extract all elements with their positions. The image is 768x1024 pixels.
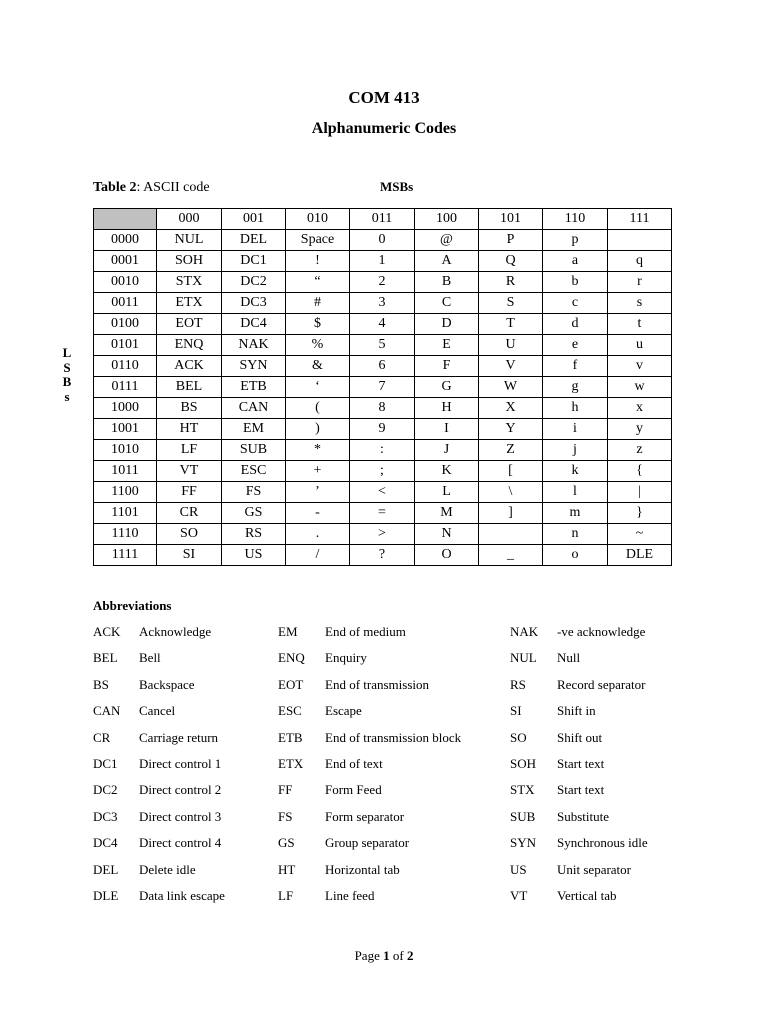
- abbreviation-code: DC2: [93, 782, 118, 798]
- lsb-row-header: 0101: [94, 335, 157, 356]
- ascii-cell: \: [479, 482, 543, 503]
- abbreviation-code: SO: [510, 729, 527, 745]
- abbreviation-meaning: Escape: [325, 703, 362, 719]
- abbreviation-entry: [510, 754, 648, 780]
- abbreviation-meaning: Bell: [139, 650, 161, 666]
- ascii-cell: ETB: [222, 377, 286, 398]
- lsb-row-header: 0110: [94, 356, 157, 377]
- lsb-row-header: 1010: [94, 440, 157, 461]
- ascii-cell: 0: [350, 230, 415, 251]
- ascii-cell: =: [350, 503, 415, 524]
- lsb-row-header: 0010: [94, 272, 157, 293]
- table-caption-text: : ASCII code: [136, 180, 210, 195]
- ascii-cell: LF: [157, 440, 222, 461]
- abbreviation-code: GS: [278, 835, 295, 851]
- abbreviation-meaning: Form separator: [325, 808, 405, 824]
- abbreviation-meaning: Start text: [557, 755, 605, 771]
- abbreviation-code: BEL: [93, 650, 118, 666]
- ascii-cell: -: [286, 503, 350, 524]
- ascii-cell: X: [479, 398, 543, 419]
- ascii-cell: DLE: [608, 545, 672, 566]
- ascii-cell: K: [415, 461, 479, 482]
- ascii-cell: 2: [350, 272, 415, 293]
- abbreviation-entry: [278, 780, 461, 806]
- abbreviation-meaning: Shift out: [557, 729, 603, 745]
- page-subtitle: Alphanumeric Codes: [311, 120, 457, 137]
- ascii-cell: DC4: [222, 314, 286, 335]
- abbreviation-code: FF: [278, 782, 293, 798]
- ascii-cell: SUB: [222, 440, 286, 461]
- ascii-cell: |: [608, 482, 672, 503]
- abbreviation-entry: [93, 807, 225, 833]
- ascii-cell: ~: [608, 524, 672, 545]
- table-row: [94, 335, 672, 356]
- abbreviation-code: SI: [510, 703, 522, 719]
- lsb-row-header: 1000: [94, 398, 157, 419]
- ascii-cell: 6: [350, 356, 415, 377]
- ascii-cell: Y: [479, 419, 543, 440]
- ascii-cell: C: [415, 293, 479, 314]
- ascii-cell: S: [479, 293, 543, 314]
- ascii-cell: DC3: [222, 293, 286, 314]
- ascii-cell: A: [415, 251, 479, 272]
- lsb-row-header: 0000: [94, 230, 157, 251]
- abbreviation-entry: [93, 648, 225, 674]
- abbreviation-meaning: Group separator: [325, 835, 410, 851]
- lsbs-letter: S: [63, 359, 71, 375]
- abbreviation-entry: [93, 833, 225, 859]
- abbreviation-entry: [510, 622, 648, 648]
- ascii-cell: !: [286, 251, 350, 272]
- lsb-row-header: 0100: [94, 314, 157, 335]
- abbreviation-entry: [278, 886, 461, 912]
- ascii-cell: [: [479, 461, 543, 482]
- ascii-cell: g: [543, 377, 608, 398]
- lsb-row-header: 1001: [94, 419, 157, 440]
- lsbs-letter: L: [62, 345, 72, 360]
- msb-column-header: 111: [608, 209, 672, 230]
- abbreviation-meaning: Cancel: [139, 703, 176, 719]
- table-row: [94, 251, 672, 272]
- abbreviation-entry: [278, 622, 461, 648]
- abbreviation-meaning: Unit separator: [557, 861, 632, 877]
- abbreviation-entry: [93, 780, 225, 806]
- ascii-cell: US: [222, 545, 286, 566]
- ascii-cell: FF: [157, 482, 222, 503]
- lsbs-axis-label: [60, 346, 74, 404]
- ascii-cell: ENQ: [157, 335, 222, 356]
- abbreviation-meaning: End of medium: [325, 624, 406, 639]
- abbreviation-code: DLE: [93, 887, 119, 903]
- abbreviation-code: DC4: [93, 835, 118, 851]
- abbreviation-meaning: Backspace: [139, 676, 195, 692]
- ascii-cell: VT: [157, 461, 222, 482]
- abbreviation-meaning: Delete idle: [139, 861, 196, 877]
- ascii-cell: SO: [157, 524, 222, 545]
- ascii-cell: x: [608, 398, 672, 419]
- table-row: [94, 545, 672, 566]
- ascii-cell: z: [608, 440, 672, 461]
- lsb-row-header: 1011: [94, 461, 157, 482]
- ascii-cell: n: [543, 524, 608, 545]
- ascii-cell: l: [543, 482, 608, 503]
- ascii-cell: P: [479, 230, 543, 251]
- ascii-cell: U: [479, 335, 543, 356]
- abbreviation-code: EM: [278, 624, 298, 639]
- ascii-cell: *: [286, 440, 350, 461]
- table-row: [94, 461, 672, 482]
- abbreviation-meaning: Direct control 4: [139, 835, 222, 851]
- abbreviation-code: FS: [278, 808, 293, 824]
- ascii-cell: 5: [350, 335, 415, 356]
- ascii-cell: 1: [350, 251, 415, 272]
- ascii-cell: Z: [479, 440, 543, 461]
- ascii-cell: y: [608, 419, 672, 440]
- ascii-cell: o: [543, 545, 608, 566]
- ascii-cell: T: [479, 314, 543, 335]
- ascii-cell: G: [415, 377, 479, 398]
- abbreviation-meaning: Form Feed: [325, 782, 382, 798]
- abbreviation-meaning: Start text: [557, 782, 605, 798]
- abbreviation-entry: [510, 780, 648, 806]
- ascii-cell: }: [608, 503, 672, 524]
- abbreviation-meaning: -ve acknowledge: [557, 624, 646, 639]
- ascii-cell: RS: [222, 524, 286, 545]
- abbreviation-meaning: Carriage return: [139, 729, 219, 745]
- abbreviation-meaning: Substitute: [557, 808, 610, 824]
- lsb-row-header: 1100: [94, 482, 157, 503]
- abbreviation-entry: [278, 807, 461, 833]
- table-row: [94, 524, 672, 545]
- table-corner-cell: [94, 209, 157, 230]
- abbreviation-code: US: [510, 861, 527, 877]
- abbreviation-meaning: End of transmission block: [325, 729, 462, 745]
- table-row: [94, 272, 672, 293]
- ascii-cell: FS: [222, 482, 286, 503]
- ascii-cell: w: [608, 377, 672, 398]
- ascii-cell: E: [415, 335, 479, 356]
- ascii-cell: a: [543, 251, 608, 272]
- abbreviation-meaning: Enquiry: [325, 650, 367, 666]
- abbreviations-column-3: [510, 622, 648, 912]
- abbreviation-code: ETX: [278, 755, 304, 771]
- ascii-cell: EM: [222, 419, 286, 440]
- lsb-row-header: 0011: [94, 293, 157, 314]
- ascii-cell: V: [479, 356, 543, 377]
- abbreviation-entry: [93, 701, 225, 727]
- ascii-cell: CAN: [222, 398, 286, 419]
- footer-page-number: 1: [383, 948, 390, 963]
- abbreviation-entry: [510, 675, 648, 701]
- abbreviation-meaning: End of text: [325, 755, 383, 771]
- abbreviation-code: CR: [93, 729, 111, 745]
- table-row: [94, 482, 672, 503]
- abbreviation-meaning: Shift in: [557, 703, 596, 719]
- abbreviations-column-1: [93, 622, 225, 912]
- msb-column-header: 101: [479, 209, 543, 230]
- abbreviation-code: ENQ: [278, 650, 305, 666]
- abbreviation-entry: [510, 833, 648, 859]
- abbreviation-entry: [93, 728, 225, 754]
- table-header-row: [94, 209, 672, 230]
- abbreviation-entry: [278, 701, 461, 727]
- table-caption: [93, 180, 210, 196]
- abbreviation-entry: [278, 754, 461, 780]
- abbreviation-entry: [510, 860, 648, 886]
- ascii-cell: u: [608, 335, 672, 356]
- ascii-cell: c: [543, 293, 608, 314]
- ascii-cell: @: [415, 230, 479, 251]
- abbreviation-entry: [278, 728, 461, 754]
- ascii-cell: F: [415, 356, 479, 377]
- ascii-cell: {: [608, 461, 672, 482]
- ascii-cell: t: [608, 314, 672, 335]
- ascii-cell: 4: [350, 314, 415, 335]
- msb-column-header: 100: [415, 209, 479, 230]
- ascii-cell: $: [286, 314, 350, 335]
- abbreviation-entry: [510, 648, 648, 674]
- ascii-cell: m: [543, 503, 608, 524]
- ascii-cell: BEL: [157, 377, 222, 398]
- msb-column-header: 000: [157, 209, 222, 230]
- ascii-cell: #: [286, 293, 350, 314]
- ascii-cell: h: [543, 398, 608, 419]
- ascii-cell: BS: [157, 398, 222, 419]
- ascii-cell: NAK: [222, 335, 286, 356]
- abbreviation-code: VT: [510, 887, 528, 903]
- msb-column-header: 010: [286, 209, 350, 230]
- abbreviation-code: NAK: [510, 624, 539, 639]
- ascii-table: [93, 208, 672, 566]
- abbreviation-code: ETB: [278, 729, 303, 745]
- abbreviation-code: SUB: [510, 808, 536, 824]
- abbreviation-entry: [93, 860, 225, 886]
- table-row: [94, 293, 672, 314]
- abbreviation-meaning: Horizontal tab: [325, 861, 400, 877]
- abbreviation-entry: [93, 754, 225, 780]
- abbreviation-meaning: Direct control 2: [139, 782, 222, 798]
- ascii-cell: (: [286, 398, 350, 419]
- abbreviation-code: ACK: [93, 624, 121, 639]
- abbreviation-code: HT: [278, 861, 296, 877]
- abbreviation-meaning: Data link escape: [139, 887, 225, 903]
- msb-column-header: 011: [350, 209, 415, 230]
- abbreviation-entry: [510, 807, 648, 833]
- ascii-cell: L: [415, 482, 479, 503]
- ascii-cell: k: [543, 461, 608, 482]
- ascii-cell: J: [415, 440, 479, 461]
- ascii-cell: %: [286, 335, 350, 356]
- ascii-cell: SI: [157, 545, 222, 566]
- abbreviation-code: ESC: [278, 703, 302, 719]
- abbreviation-meaning: End of transmission: [325, 676, 429, 692]
- abbreviation-code: SOH: [510, 755, 537, 771]
- abbreviation-code: DEL: [93, 861, 119, 877]
- table-row: [94, 419, 672, 440]
- ascii-cell: +: [286, 461, 350, 482]
- ascii-cell: STX: [157, 272, 222, 293]
- ascii-cell: 3: [350, 293, 415, 314]
- abbreviation-meaning: Acknowledge: [139, 624, 212, 639]
- ascii-cell: CR: [157, 503, 222, 524]
- abbreviation-meaning: Direct control 3: [139, 808, 222, 824]
- abbreviation-code: DC3: [93, 808, 118, 824]
- ascii-cell: s: [608, 293, 672, 314]
- ascii-cell: d: [543, 314, 608, 335]
- ascii-cell: ACK: [157, 356, 222, 377]
- abbreviation-code: LF: [278, 887, 294, 903]
- ascii-cell: ‘: [286, 377, 350, 398]
- ascii-cell: SOH: [157, 251, 222, 272]
- abbreviation-entry: [278, 860, 461, 886]
- ascii-cell: I: [415, 419, 479, 440]
- footer-middle: of: [389, 948, 407, 963]
- ascii-cell: O: [415, 545, 479, 566]
- abbreviations-column-2: [278, 622, 461, 912]
- abbreviation-entry: [510, 701, 648, 727]
- ascii-cell: DEL: [222, 230, 286, 251]
- table-row: [94, 356, 672, 377]
- lsb-row-header: 0001: [94, 251, 157, 272]
- ascii-cell: q: [608, 251, 672, 272]
- ascii-cell: [479, 524, 543, 545]
- course-title: COM 413: [348, 88, 420, 107]
- abbreviation-meaning: Null: [557, 650, 581, 666]
- ascii-cell: r: [608, 272, 672, 293]
- ascii-cell: i: [543, 419, 608, 440]
- msbs-axis-label: MSBs: [380, 179, 414, 194]
- ascii-cell: H: [415, 398, 479, 419]
- ascii-cell: j: [543, 440, 608, 461]
- abbreviation-entry: [93, 622, 225, 648]
- abbreviation-code: DC1: [93, 755, 118, 771]
- table-row: [94, 230, 672, 251]
- lsb-row-header: 1111: [94, 545, 157, 566]
- abbreviation-entry: [510, 728, 648, 754]
- ascii-cell: ;: [350, 461, 415, 482]
- ascii-cell: <: [350, 482, 415, 503]
- ascii-cell: ’: [286, 482, 350, 503]
- lsbs-letter: s: [64, 388, 70, 404]
- ascii-cell: R: [479, 272, 543, 293]
- ascii-cell: >: [350, 524, 415, 545]
- ascii-cell: b: [543, 272, 608, 293]
- ascii-cell: 9: [350, 419, 415, 440]
- ascii-cell: B: [415, 272, 479, 293]
- ascii-cell: D: [415, 314, 479, 335]
- ascii-cell: M: [415, 503, 479, 524]
- ascii-cell: 8: [350, 398, 415, 419]
- abbreviation-entry: [278, 833, 461, 859]
- msb-column-header: 001: [222, 209, 286, 230]
- abbreviation-code: STX: [510, 782, 535, 798]
- abbreviation-code: SYN: [510, 835, 537, 851]
- table-row: [94, 398, 672, 419]
- msb-column-header: 110: [543, 209, 608, 230]
- abbreviations-heading: Abbreviations: [93, 598, 172, 613]
- lsb-row-header: 0111: [94, 377, 157, 398]
- abbreviation-meaning: Vertical tab: [557, 887, 617, 903]
- ascii-cell: ]: [479, 503, 543, 524]
- ascii-cell: DC1: [222, 251, 286, 272]
- ascii-cell: /: [286, 545, 350, 566]
- abbreviation-code: RS: [510, 676, 526, 692]
- ascii-cell: ESC: [222, 461, 286, 482]
- table-row: [94, 314, 672, 335]
- lsb-row-header: 1110: [94, 524, 157, 545]
- footer-page-total: 2: [406, 948, 414, 963]
- abbreviation-entry: [510, 886, 648, 912]
- ascii-cell: ETX: [157, 293, 222, 314]
- ascii-cell: “: [286, 272, 350, 293]
- abbreviation-code: CAN: [93, 703, 121, 719]
- ascii-cell: HT: [157, 419, 222, 440]
- ascii-cell: W: [479, 377, 543, 398]
- lsbs-letter: B: [62, 374, 72, 389]
- page-footer: [0, 948, 768, 964]
- ascii-cell: f: [543, 356, 608, 377]
- ascii-cell: ): [286, 419, 350, 440]
- table-caption-label: Table 2: [93, 180, 137, 195]
- table-row: [94, 377, 672, 398]
- abbreviation-entry: [93, 886, 225, 912]
- ascii-cell: [608, 230, 672, 251]
- ascii-cell: :: [350, 440, 415, 461]
- abbreviation-code: EOT: [278, 676, 304, 692]
- abbreviation-code: NUL: [510, 650, 537, 666]
- ascii-cell: NUL: [157, 230, 222, 251]
- footer-prefix: Page: [354, 948, 384, 963]
- ascii-cell: GS: [222, 503, 286, 524]
- abbreviation-code: BS: [93, 676, 109, 692]
- abbreviation-meaning: Direct control 1: [139, 755, 222, 771]
- ascii-cell: ?: [350, 545, 415, 566]
- ascii-cell: _: [479, 545, 543, 566]
- ascii-cell: .: [286, 524, 350, 545]
- abbreviation-meaning: Record separator: [557, 676, 646, 692]
- ascii-cell: EOT: [157, 314, 222, 335]
- table-row: [94, 440, 672, 461]
- ascii-cell: DC2: [222, 272, 286, 293]
- ascii-cell: &: [286, 356, 350, 377]
- lsb-row-header: 1101: [94, 503, 157, 524]
- abbreviation-entry: [93, 675, 225, 701]
- ascii-cell: e: [543, 335, 608, 356]
- ascii-cell: 7: [350, 377, 415, 398]
- table-row: [94, 503, 672, 524]
- ascii-cell: Q: [479, 251, 543, 272]
- ascii-cell: v: [608, 356, 672, 377]
- ascii-cell: N: [415, 524, 479, 545]
- abbreviation-entry: [278, 675, 461, 701]
- abbreviation-entry: [278, 648, 461, 674]
- abbreviation-meaning: Synchronous idle: [557, 835, 648, 851]
- ascii-cell: SYN: [222, 356, 286, 377]
- ascii-cell: p: [543, 230, 608, 251]
- ascii-cell: Space: [286, 230, 350, 251]
- abbreviation-meaning: Line feed: [325, 887, 375, 903]
